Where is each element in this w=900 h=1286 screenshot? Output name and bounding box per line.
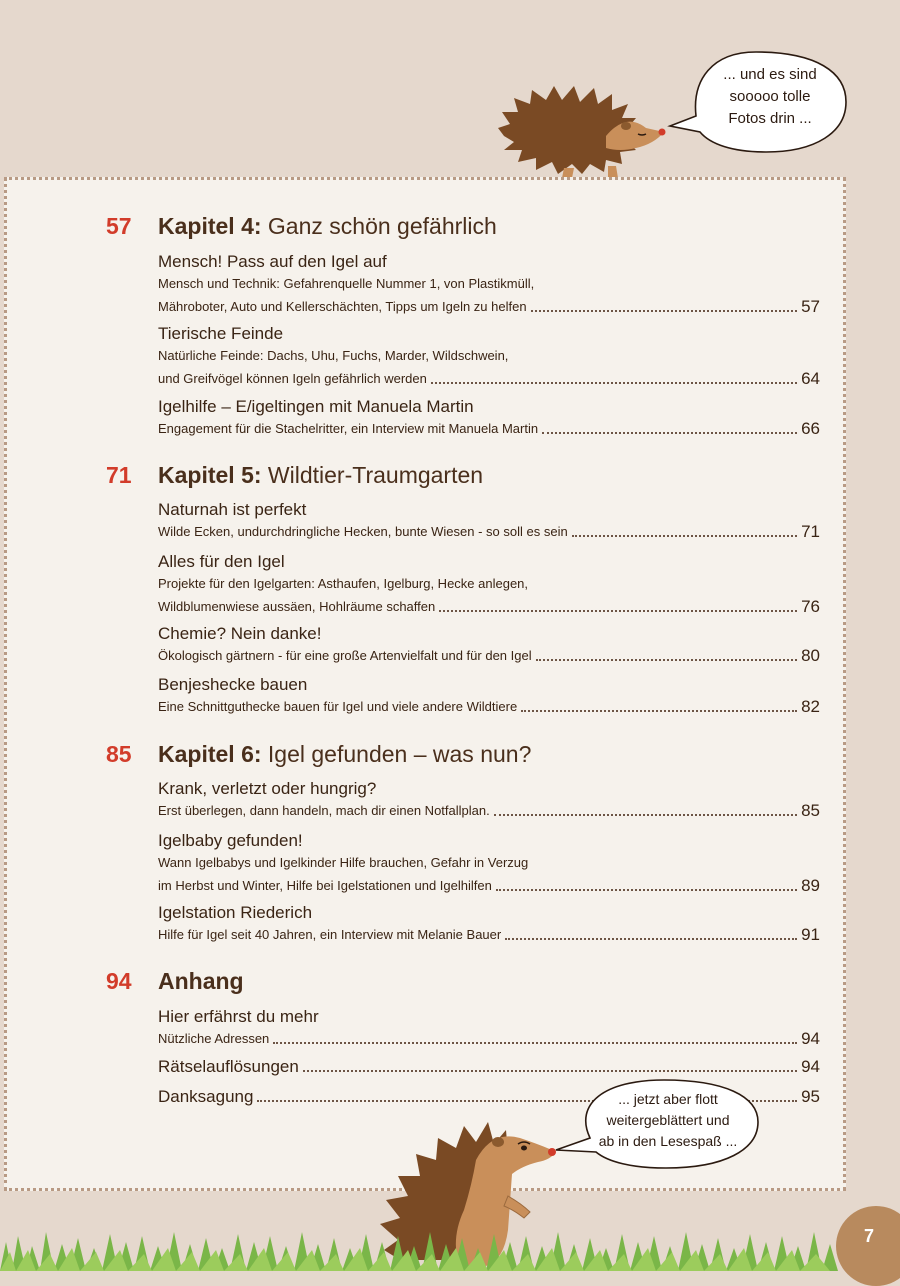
entry-title: Chemie? Nein danke! bbox=[158, 624, 322, 643]
toc-entry[interactable] bbox=[158, 397, 820, 440]
entry-title: Hier erfährst du mehr bbox=[158, 1007, 319, 1026]
entry-last-line bbox=[158, 367, 820, 390]
entry-single-line bbox=[158, 1056, 820, 1078]
entry-last-line bbox=[158, 874, 820, 897]
entry-description: Erst überlegen, dann handeln, mach dir einen Notfallplan. bbox=[158, 803, 490, 818]
chapter-heading bbox=[158, 741, 531, 768]
entry-page-number: 94 bbox=[801, 1057, 820, 1076]
chapter-label: Kapitel 4: bbox=[158, 213, 262, 239]
entry-description: Mensch und Technik: Gefahrenquelle Nummer 1, von Plastikmüll, bbox=[158, 276, 535, 291]
entry-page-number: 94 bbox=[801, 1029, 820, 1048]
entry-last-line bbox=[158, 695, 820, 718]
chapter-label: Anhang bbox=[158, 968, 244, 994]
chapter-heading bbox=[158, 213, 497, 240]
entry-description: im Herbst und Winter, Hilfe bei Igelstationen und Igelhilfen bbox=[158, 878, 492, 893]
entry-last-line bbox=[158, 295, 820, 318]
page-number: 7 bbox=[864, 1226, 875, 1246]
speech-bubble-top-text bbox=[700, 64, 840, 130]
bubble-bottom-line: ... jetzt aber flott bbox=[618, 1091, 718, 1107]
toc-entry[interactable] bbox=[158, 1007, 820, 1050]
chapter-page-number: 85 bbox=[106, 741, 132, 767]
toc-entry[interactable] bbox=[158, 324, 820, 390]
entry-description: Wildblumenwiese aussäen, Hohlräume schaffen bbox=[158, 599, 436, 614]
entry-page-number: 76 bbox=[801, 597, 820, 616]
toc-entry[interactable] bbox=[158, 779, 820, 822]
entry-page-number: 91 bbox=[801, 925, 820, 944]
entry-title: Naturnah ist perfekt bbox=[158, 500, 307, 519]
chapter-title: Ganz schön gefährlich bbox=[261, 213, 497, 239]
entry-page-number: 64 bbox=[801, 369, 820, 388]
entry-title: Rätselauflösungen bbox=[158, 1057, 299, 1076]
dot-leader bbox=[273, 1041, 797, 1044]
chapter-title: Igel gefunden – was nun? bbox=[261, 741, 532, 767]
entry-title: Mensch! Pass auf den Igel auf bbox=[158, 252, 387, 271]
grass-decoration bbox=[0, 1222, 900, 1271]
chapter-label: Kapitel 5: bbox=[158, 462, 262, 488]
chapter-page-number: 71 bbox=[106, 462, 132, 488]
dot-leader bbox=[505, 937, 797, 940]
entry-title: Benjeshecke bauen bbox=[158, 675, 308, 694]
entry-title: Igelbaby gefunden! bbox=[158, 831, 303, 850]
entry-description: Wann Igelbabys und Igelkinder Hilfe brauchen, Gefahr in Verzug bbox=[158, 855, 529, 870]
bubble-bottom-line: ab in den Lesespaß ... bbox=[598, 1133, 738, 1149]
bubble-bottom-line: weitergeblättert und bbox=[606, 1112, 730, 1128]
toc-entry[interactable] bbox=[158, 831, 820, 897]
entry-last-line bbox=[158, 595, 820, 618]
dot-leader bbox=[521, 709, 797, 712]
entry-title: Igelstation Riederich bbox=[158, 903, 313, 922]
entry-page-number: 57 bbox=[801, 297, 820, 316]
dot-leader bbox=[303, 1069, 797, 1072]
entry-description: Ökologisch gärtnern - für eine große Artenvielfalt und für den Igel bbox=[158, 648, 532, 663]
entry-last-line bbox=[158, 1027, 820, 1050]
dot-leader bbox=[431, 381, 797, 384]
entry-description: Mähroboter, Auto und Kellerschächten, Tipps um Igeln zu helfen bbox=[158, 299, 527, 314]
entry-title: Krank, verletzt oder hungrig? bbox=[158, 779, 377, 798]
entry-page-number: 66 bbox=[801, 419, 820, 438]
dot-leader bbox=[572, 534, 797, 537]
chapter-page-number: 94 bbox=[106, 968, 132, 994]
entry-description: Hilfe für Igel seit 40 Jahren, ein Interview mit Melanie Bauer bbox=[158, 927, 502, 942]
dot-leader bbox=[439, 609, 797, 612]
entry-title: Tierische Feinde bbox=[158, 324, 284, 343]
bubble-top-line: sooooo tolle bbox=[729, 88, 811, 105]
toc-entry[interactable] bbox=[158, 903, 820, 946]
entry-page-number: 95 bbox=[801, 1087, 820, 1106]
entry-last-line bbox=[158, 923, 820, 946]
dot-leader bbox=[531, 309, 798, 312]
entry-title: Igelhilfe – E/igeltingen mit Manuela Martin bbox=[158, 397, 474, 416]
entry-page-number: 85 bbox=[801, 801, 820, 820]
entry-description: Engagement für die Stachelritter, ein Interview mit Manuela Martin bbox=[158, 421, 539, 436]
toc-entry[interactable] bbox=[158, 252, 820, 318]
entry-title: Danksagung bbox=[158, 1087, 254, 1106]
toc-entry[interactable] bbox=[158, 552, 820, 618]
entry-last-line bbox=[158, 417, 820, 440]
page-number-badge bbox=[836, 1206, 900, 1286]
entry-page-number: 80 bbox=[801, 646, 820, 665]
chapter-title: Wildtier-Traumgarten bbox=[261, 462, 484, 488]
entry-page-number: 71 bbox=[801, 522, 820, 541]
hedgehog-top-illustration bbox=[496, 78, 666, 188]
entry-page-number: 89 bbox=[801, 876, 820, 895]
speech-bubble-bottom-text bbox=[580, 1089, 756, 1152]
entry-last-line bbox=[158, 644, 820, 667]
entry-title: Alles für den Igel bbox=[158, 552, 285, 571]
bubble-top-line: ... und es sind bbox=[723, 66, 817, 83]
entry-description: Projekte für den Igelgarten: Asthaufen, Igelburg, Hecke anlegen, bbox=[158, 576, 529, 591]
entry-last-line bbox=[158, 799, 820, 822]
dot-leader bbox=[542, 431, 797, 434]
chapter-page-number: 57 bbox=[106, 213, 132, 239]
chapter-heading bbox=[158, 462, 483, 489]
dot-leader bbox=[496, 888, 797, 891]
entry-page-number: 82 bbox=[801, 697, 820, 716]
entry-last-line bbox=[158, 520, 820, 543]
toc-entry[interactable] bbox=[158, 1056, 820, 1078]
entry-description: Natürliche Feinde: Dachs, Uhu, Fuchs, Marder, Wildschwein, bbox=[158, 348, 509, 363]
toc-entry[interactable] bbox=[158, 675, 820, 718]
entry-description: Nützliche Adressen bbox=[158, 1031, 270, 1046]
toc-entry[interactable] bbox=[158, 624, 820, 667]
dot-leader bbox=[536, 658, 797, 661]
chapter-heading bbox=[158, 968, 244, 995]
toc-entry[interactable] bbox=[158, 500, 820, 543]
bubble-top-line: Fotos drin ... bbox=[728, 110, 812, 127]
entry-description: Eine Schnittguthecke bauen für Igel und viele andere Wildtiere bbox=[158, 699, 518, 714]
entry-description: Wilde Ecken, undurchdringliche Hecken, bunte Wiesen - so soll es sein bbox=[158, 524, 568, 539]
entry-description: und Greifvögel können Igeln gefährlich werden bbox=[158, 371, 427, 386]
dot-leader bbox=[494, 813, 797, 816]
chapter-label: Kapitel 6: bbox=[158, 741, 262, 767]
